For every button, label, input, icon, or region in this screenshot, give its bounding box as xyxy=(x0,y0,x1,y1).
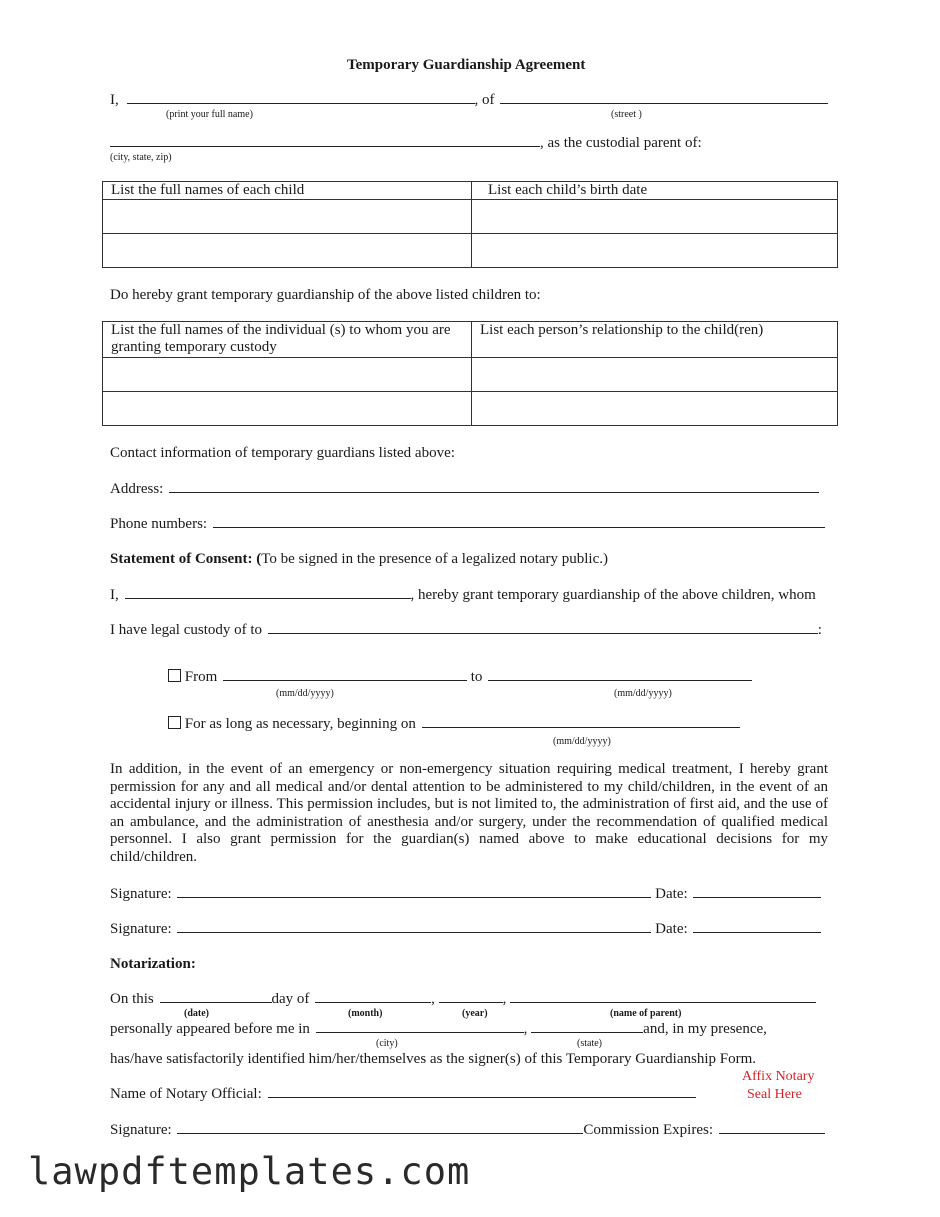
address-line xyxy=(110,480,819,498)
identified-line: has/have satisfactorily identified him/her/themselves as the signer(s) of this Temporary Guardianship Form. xyxy=(110,1051,757,1067)
city-line xyxy=(110,134,702,152)
presence-label: and, in my presence, xyxy=(643,1021,767,1037)
signature-line-1 xyxy=(110,885,821,903)
appeared-label: personally appeared before me in xyxy=(110,1021,310,1037)
long-option xyxy=(168,715,740,733)
notary-name-label: Name of Notary Official: xyxy=(110,1086,262,1102)
consent-line1-text: , hereby grant temporary guardianship of the above children, whom xyxy=(410,587,816,603)
seal-text-2: Seal Here xyxy=(747,1087,802,1102)
beginning-date-field[interactable] xyxy=(422,715,740,728)
consent-line-2 xyxy=(110,621,822,639)
commission-date-field[interactable] xyxy=(719,1121,825,1134)
date-label: Date: xyxy=(655,886,688,902)
signature-field-1[interactable] xyxy=(177,885,651,898)
signature-date-field-2[interactable] xyxy=(693,920,821,933)
notary-date-caption: (date) xyxy=(184,1008,209,1019)
guardian-name-cell[interactable] xyxy=(103,392,472,426)
notary-signature-label: Signature: xyxy=(110,1122,172,1138)
custody-field[interactable] xyxy=(268,621,818,634)
notary-city-field[interactable] xyxy=(316,1020,524,1033)
date-label: Date: xyxy=(655,921,688,937)
notary-signature-field[interactable] xyxy=(177,1121,583,1134)
signature-date-field-1[interactable] xyxy=(693,885,821,898)
phone-label: Phone numbers: xyxy=(110,516,208,532)
guardian-table xyxy=(102,321,838,426)
notary-month-caption: (month) xyxy=(348,1008,383,1019)
consent-heading-note: To be signed in the presence of a legalized notary public.) xyxy=(261,551,608,567)
on-this-label: On this xyxy=(110,991,154,1007)
child-name-cell[interactable] xyxy=(103,234,472,268)
to-date-field[interactable] xyxy=(488,668,752,681)
from-date-field[interactable] xyxy=(223,668,467,681)
address-label: Address: xyxy=(110,481,164,497)
from-checkbox[interactable] xyxy=(168,669,181,682)
child-birthdate-cell[interactable] xyxy=(472,200,838,234)
parent-name-field[interactable] xyxy=(510,990,816,1003)
children-name-header: List the full names of each child xyxy=(103,182,472,200)
contact-heading: Contact information of temporary guardians listed above: xyxy=(110,445,455,461)
street-caption: (street ) xyxy=(611,109,642,120)
phone-field[interactable] xyxy=(213,515,825,528)
guardian-name-cell[interactable] xyxy=(103,358,472,392)
seal-text-1: Affix Notary xyxy=(742,1069,815,1084)
custody-colon: : xyxy=(817,622,822,638)
children-birthdate-header: List each child’s birth date xyxy=(472,182,838,200)
guardian-name-header: List the full names of the individual (s) to whom you are granting temporary custody xyxy=(103,322,472,358)
guardian-relationship-header: List each person’s relationship to the child(ren) xyxy=(472,322,838,358)
consent-heading xyxy=(110,550,608,568)
notary-day-field[interactable] xyxy=(160,990,272,1003)
long-checkbox[interactable] xyxy=(168,716,181,729)
notary-year-field[interactable] xyxy=(439,990,503,1003)
notary-signature-line xyxy=(110,1121,825,1139)
consent-name-field[interactable] xyxy=(125,586,411,599)
medical-paragraph: In addition, in the event of an emergency or non-emergency situation requiring medical treatment, I hereby grant permission for any and all medical and/or dental attention to be administered to my child/children, in the event of an accidental injury or illness. This permission includes, but is not limited to, the administration of first aid, and the use of an ambulance, and the administration of anesthesia and/or surgery, under the recommendation of qualified medical personnel. I also grant permission for the guardian(s) named above to make educational decisions for my child/children. xyxy=(110,761,828,865)
from-date-caption: (mm/dd/yyyy) xyxy=(276,688,334,699)
child-name-cell[interactable] xyxy=(103,200,472,234)
document-title: Temporary Guardianship Agreement xyxy=(347,57,586,73)
children-table xyxy=(102,181,838,268)
custody-label: I have legal custody of to xyxy=(110,622,263,638)
grant-line: Do hereby grant temporary guardianship of the above listed children to: xyxy=(110,287,541,303)
signature-field-2[interactable] xyxy=(177,920,651,933)
city-state-zip-field[interactable] xyxy=(110,134,540,147)
notary-name-field[interactable] xyxy=(268,1085,696,1098)
guardian-relationship-cell[interactable] xyxy=(472,392,838,426)
notary-state-field[interactable] xyxy=(531,1020,643,1033)
address-field[interactable] xyxy=(169,480,819,493)
consent-i-label: I, xyxy=(110,587,119,603)
notary-year-caption: (year) xyxy=(462,1008,488,1019)
guardian-relationship-cell[interactable] xyxy=(472,358,838,392)
city-caption: (city, state, zip) xyxy=(110,152,172,163)
notary-date-line: On this day of , , xyxy=(110,990,816,1008)
child-birthdate-cell[interactable] xyxy=(472,234,838,268)
signature-label: Signature: xyxy=(110,886,172,902)
full-name-field[interactable] xyxy=(127,91,475,104)
to-date-caption: (mm/dd/yyyy) xyxy=(614,688,672,699)
signature-line-2 xyxy=(110,920,821,938)
consent-line-1 xyxy=(110,586,816,604)
notarization-heading: Notarization: xyxy=(110,956,196,972)
site-watermark: lawpdftemplates.com xyxy=(28,1150,471,1193)
beginning-date-caption: (mm/dd/yyyy) xyxy=(553,736,611,747)
notary-parent-caption: (name of parent) xyxy=(610,1008,682,1019)
intro-line xyxy=(110,91,828,109)
consent-heading-bold: Statement of Consent: ( xyxy=(110,551,262,567)
signature-label: Signature: xyxy=(110,921,172,937)
long-label: For as long as necessary, beginning on xyxy=(184,716,416,732)
notary-place-line: personally appeared before me in , and, in my presence, xyxy=(110,1021,767,1037)
notary-month-field[interactable] xyxy=(315,990,431,1003)
notary-state-caption: (state) xyxy=(577,1038,602,1049)
phone-line xyxy=(110,515,825,533)
to-label: to xyxy=(470,669,483,685)
custodial-label: , as the custodial parent of: xyxy=(540,135,702,151)
name-caption: (print your full name) xyxy=(166,109,253,120)
commission-label: Commission Expires: xyxy=(583,1122,713,1138)
of-label: , of xyxy=(474,92,495,108)
notary-city-caption: (city) xyxy=(376,1038,398,1049)
i-label: I, xyxy=(110,92,119,108)
from-label: From xyxy=(184,669,218,685)
street-field[interactable] xyxy=(500,91,828,104)
notary-name-line xyxy=(110,1085,696,1103)
day-of-label: day of xyxy=(271,991,310,1007)
from-option xyxy=(168,668,752,686)
